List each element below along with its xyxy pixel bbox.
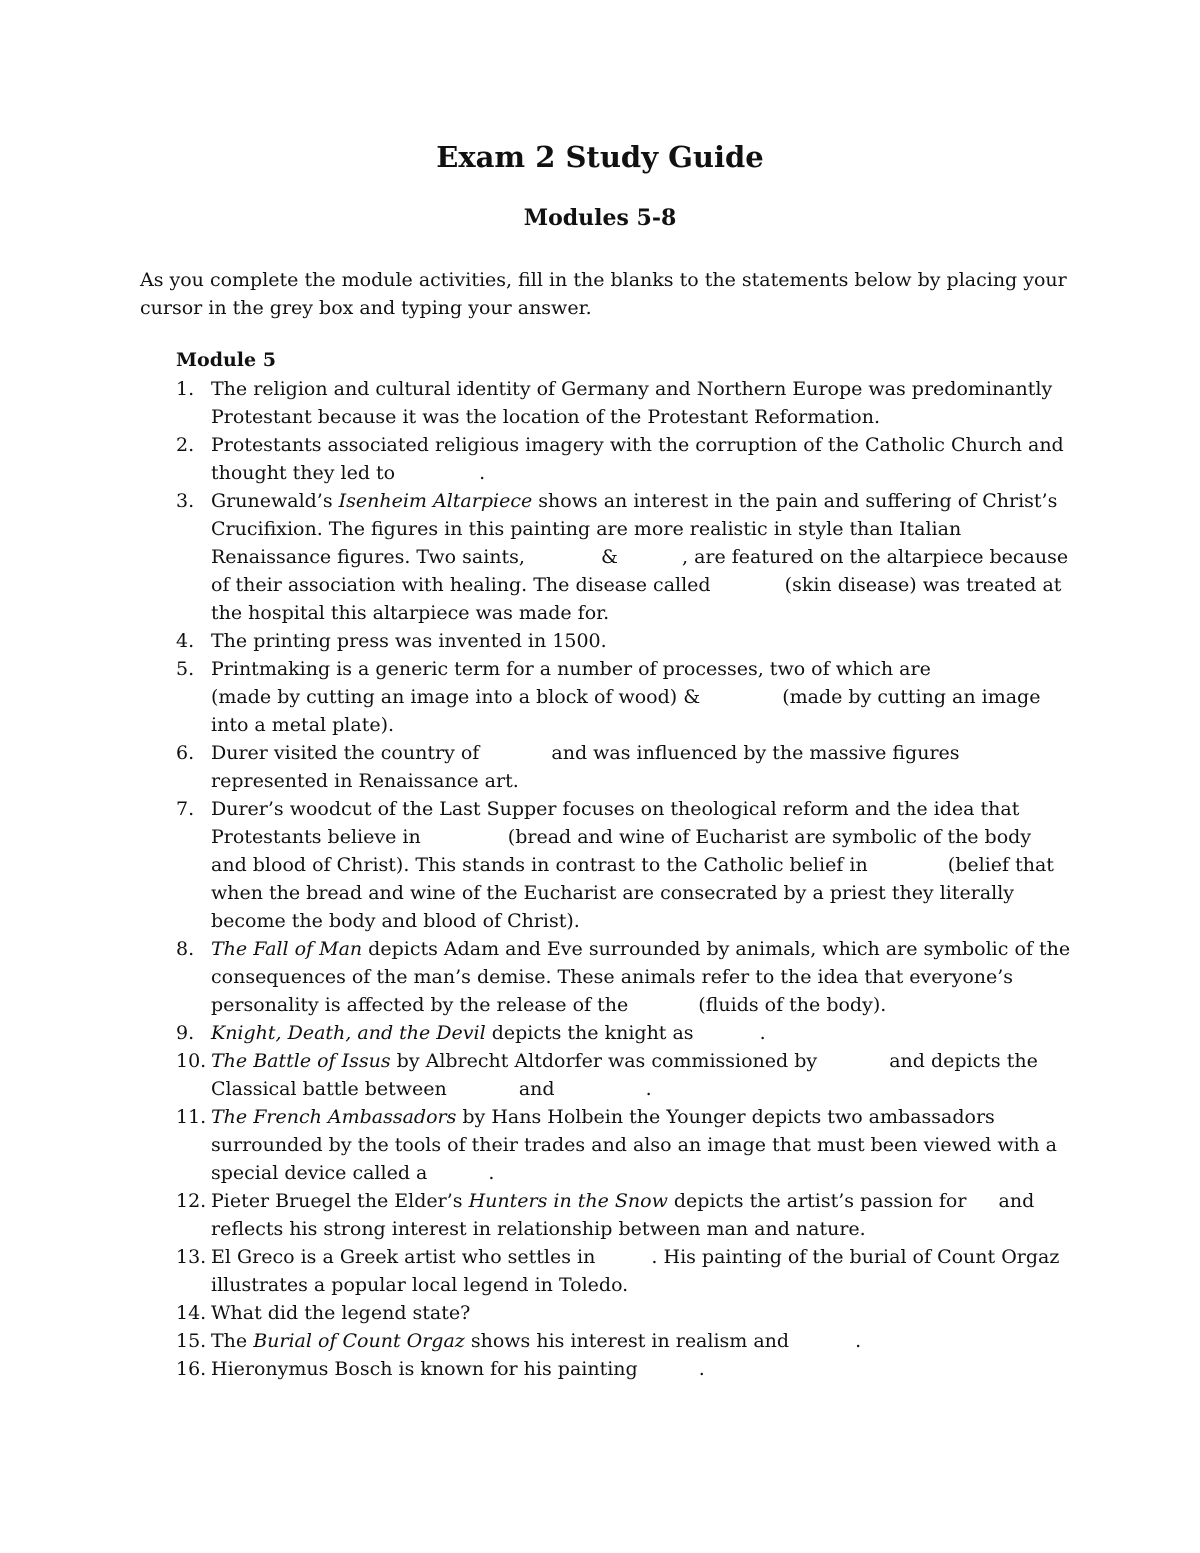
question-number: 15.	[176, 1330, 207, 1352]
question-text: .	[488, 1162, 495, 1184]
question-number: 14.	[176, 1302, 207, 1324]
artwork-title: Hunters in the Snow	[468, 1190, 668, 1212]
question-item	[0, 1355, 1071, 1383]
question-number: 7.	[176, 798, 195, 820]
artwork-title: Knight, Death, and the Devil	[211, 1022, 486, 1044]
question-number: 2.	[176, 434, 195, 456]
question-number: 3.	[176, 490, 195, 512]
artwork-title: Isenheim Altarpiece	[338, 490, 533, 512]
question-number: 5.	[176, 658, 195, 680]
question-item	[0, 1243, 1071, 1299]
question-item	[0, 739, 1071, 795]
question-number: 16.	[176, 1358, 207, 1380]
question-number: 4.	[176, 630, 195, 652]
question-text: (made by cutting an image into a block of wood) &	[211, 686, 701, 708]
question-number: 1.	[176, 378, 195, 400]
question-text: .	[479, 462, 486, 484]
question-text: .	[645, 1078, 652, 1100]
question-text: .	[698, 1358, 705, 1380]
question-text: Pieter Bruegel the Elder’s	[211, 1190, 469, 1212]
question-text: and depicts the Classical battle between	[211, 1050, 1038, 1100]
question-text: Protestants associated religious imagery with the corruption of the Catholic Church and thought they led to	[211, 434, 1064, 484]
question-item	[0, 375, 1071, 431]
question-item	[0, 487, 1071, 627]
artwork-title: Burial of Count Orgaz	[253, 1330, 465, 1352]
question-text: Durer’s woodcut of the Last Supper focuses on theological reform and the idea that Protestants believe in	[211, 798, 1020, 848]
question-item	[0, 627, 1071, 655]
question-item	[0, 1187, 1071, 1243]
question-text: (bread and wine of Eucharist are symbolic of the body and blood of Christ). This stands in contrast to the Catholic belief in	[211, 826, 1032, 876]
question-text: El Greco is a Greek artist who settles in	[211, 1246, 596, 1268]
question-number: 12.	[176, 1190, 207, 1212]
question-number: 6.	[176, 742, 195, 764]
question-text: by Albrecht Altdorfer was commissioned by	[390, 1050, 818, 1072]
question-text: Printmaking is a generic term for a number of processes, two of which are	[211, 658, 931, 680]
artwork-title: The French Ambassadors	[211, 1106, 457, 1128]
question-text: (fluids of the body).	[698, 994, 887, 1016]
question-text: depicts the artist’s passion for	[667, 1190, 967, 1212]
question-text: depicts the knight as	[485, 1022, 694, 1044]
question-text: (skin disease) was treated at the hospital this altarpiece was made for.	[211, 574, 1062, 624]
question-number: 11.	[176, 1106, 207, 1128]
question-item	[0, 1019, 1071, 1047]
question-text: Grunewald’s	[211, 490, 339, 512]
question-text: and was influenced by the massive figures represented in Renaissance art.	[211, 742, 960, 792]
question-item	[0, 431, 1071, 487]
question-text: and	[518, 1078, 555, 1100]
question-number: 13.	[176, 1246, 207, 1268]
question-text: The printing press was invented in 1500.	[211, 630, 607, 652]
instructions-paragraph: As you complete the module activities, fill in the blanks to the statements below by placing your cursor in the grey box and typing your answer.	[140, 269, 1067, 319]
question-text: The religion and cultural identity of Germany and Northern Europe was predominantly Protestant because it was the location of the Protestant Reformation.	[211, 378, 1053, 428]
question-number: 9.	[176, 1022, 195, 1044]
module-heading: Module 5	[176, 349, 276, 371]
question-text: (belief that when the bread and wine of the Eucharist are consecrated by a priest they literally become the body and blood of Christ).	[211, 854, 1054, 932]
question-text: .	[855, 1330, 862, 1352]
question-item	[0, 655, 1071, 739]
document-subtitle: Modules 5-8	[523, 205, 677, 231]
question-text: shows his interest in realism and	[464, 1330, 790, 1352]
question-item	[0, 1103, 1071, 1187]
question-text: &	[601, 546, 618, 568]
question-number: 8.	[176, 938, 195, 960]
question-text: Hieronymus Bosch is known for his painting	[211, 1358, 638, 1380]
question-text: What did the legend state?	[211, 1302, 471, 1324]
question-list	[0, 375, 1200, 1383]
question-text: . His painting of the burial of Count Orgaz illustrates a popular local legend in Toledo.	[211, 1246, 1060, 1296]
question-text: and reflects his strong interest in relationship between man and nature.	[211, 1190, 1035, 1240]
artwork-title: The Battle of Issus	[211, 1050, 391, 1072]
question-text: , are featured on the altarpiece because of their association with healing. The disease called	[211, 546, 1069, 596]
document-title: Exam 2 Study Guide	[436, 140, 764, 174]
question-text: by Hans Holbein the Younger depicts two ambassadors surrounded by the tools of their trades and also an image that must been viewed with a special device called a	[211, 1106, 1057, 1184]
question-item	[0, 795, 1071, 935]
question-item	[0, 1327, 1071, 1355]
question-text: shows an interest in the pain and suffering of Christ’s Crucifixion. The figures in this painting are more realistic in style than Italian Renaissance figures. Two saints,	[211, 490, 1058, 568]
artwork-title: The Fall of Man	[211, 938, 363, 960]
question-text: (made by cutting an image into a metal plate).	[211, 686, 1041, 736]
question-text: Durer visited the country of	[211, 742, 480, 764]
question-text: .	[759, 1022, 766, 1044]
question-item	[0, 1299, 1071, 1327]
question-number: 10.	[176, 1050, 207, 1072]
question-item	[0, 1047, 1071, 1103]
question-text: The	[211, 1330, 254, 1352]
question-text: depicts Adam and Eve surrounded by animals, which are symbolic of the consequences of the man’s demise. These animals refer to the idea that everyone’s personality is affected by the release of the	[211, 938, 1071, 1016]
question-item	[0, 935, 1071, 1019]
